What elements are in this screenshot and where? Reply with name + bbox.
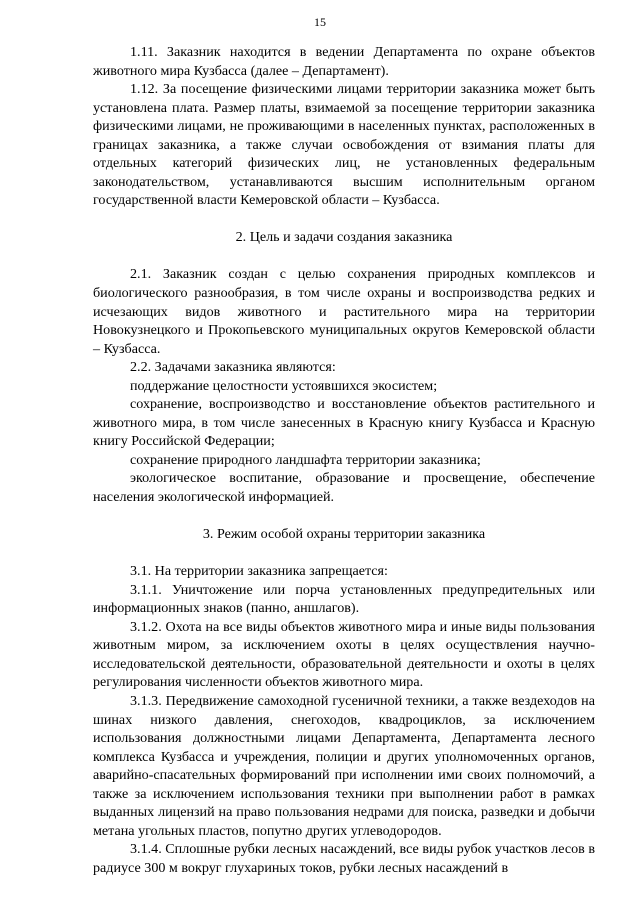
section-3-heading: 3. Режим особой охраны территории заказника xyxy=(202,525,486,542)
spacer xyxy=(93,210,595,228)
paragraph-3-1: 3.1. На территории заказника запрещается: xyxy=(130,563,388,580)
task-item: сохранение природного ландшафта территории заказника; xyxy=(130,451,481,468)
document-body xyxy=(93,43,595,877)
paragraph-3-1-3: 3.1.3. Передвижение самоходной гусеничной техники, а также вездеходов на шинах низкого давления, снегоходов, квадроциклов, за исключением использования должностными лицами Департамента, Департамента лесного комплекса Кузбасса и учреждения, полиции и других уполномоченных органов, аварийно-спасательных формирований при исполнении ими своих полномочий, а также за исключением использования техники при выполнении работ в рамках выданных лицензий на право пользования недрами для поиска, разведки и добычи метана угольных пластов, попутно других углеводородов. xyxy=(93,692,595,839)
paragraph-2-2: 2.2. Задачами заказника являются: xyxy=(130,359,336,376)
paragraph-1-12: 1.12. За посещение физическими лицами территории заказника может быть установлена плата. Размер платы, взимаемой за посещение территории заказника физическими лицами, не проживающими в населенных пунктах, расположенных в границах заказника, а также случаи освобождения от взимания платы для отдельных категорий физических лиц, не установленных федеральным законодательством, устанавливаются высшим исполнительным органом государственной власти Кемеровской области – Кузбасса. xyxy=(93,81,595,209)
section-2-heading: 2. Цель и задачи создания заказника xyxy=(235,228,453,245)
paragraph-1-11: 1.11. Заказник находится в ведении Департамента по охране объектов животного мира Кузбасса (далее – Департамент). xyxy=(93,44,595,79)
task-item: экологическое воспитание, образование и просвещение, обеспечение населения экологической информацией. xyxy=(93,470,595,506)
spacer xyxy=(93,246,595,265)
spacer xyxy=(93,543,595,562)
spacer xyxy=(93,507,595,525)
task-item: поддержание целостности устоявшихся экосистем; xyxy=(130,377,438,394)
paragraph-3-1-2: 3.1.2. Охота на все виды объектов животного мира и иные виды пользования животным миром, за исключением охоты в целях осуществления научно-исследовательской деятельности, образовательной деятельности и охоты в целях регулирования численности объектов животного мира. xyxy=(93,618,595,691)
task-item: сохранение, воспроизводство и восстановление объектов растительного и животного мира, в том числе занесенных в Красную книгу Кузбасса и Красную книгу Российской Федерации; xyxy=(93,396,595,450)
paragraph-2-1: 2.1. Заказник создан с целью сохранения природных комплексов и биологического разнообразия, в том числе охраны и воспроизводства редких и исчезающих видов животного и растительного мира на территории Новокузнецкого и Прокопьевского муниципальных округов Кемеровской области – Кузбасса. xyxy=(93,266,595,357)
page-number: 15 xyxy=(314,15,326,29)
paragraph-3-1-1: 3.1.1. Уничтожение или порча установленных предупредительных или информационных знаков (панно, аншлагов). xyxy=(93,581,595,617)
paragraph-3-1-4: 3.1.4. Сплошные рубки лесных насаждений, все виды рубок участков лесов в радиусе 300 м вокруг глухариных токов, рубки лесных насаждений в xyxy=(93,841,595,876)
